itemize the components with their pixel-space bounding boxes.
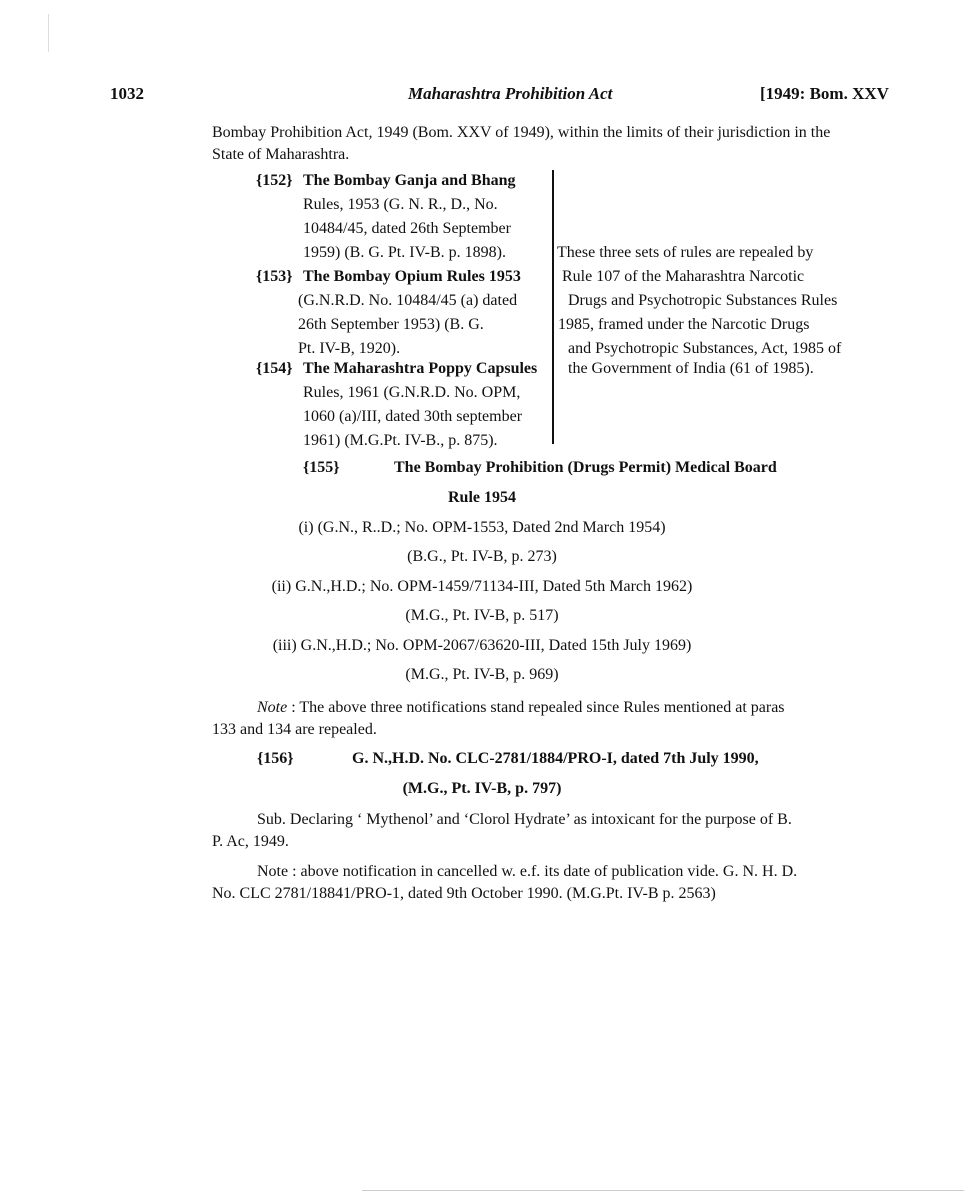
- act-citation: [1949: Bom. XXV: [760, 84, 889, 103]
- entry-155-title: The Bombay Prohibition (Drugs Permit) Medical Board: [394, 459, 777, 476]
- repeal-note-line-1: These three sets of rules are repealed by: [557, 244, 814, 261]
- intro-line-1: Bombay Prohibition Act, 1949 (Bom. XXV of 1949), within the limits of their jurisdiction in the: [212, 124, 831, 141]
- entry-152-line-2: Rules, 1953 (G. N. R., D., No.: [303, 196, 498, 213]
- entry-154-line-4: 1961) (M.G.Pt. IV-B., p. 875).: [303, 432, 498, 449]
- entry-153-line-3: 26th September 1953) (B. G.: [298, 316, 484, 333]
- entry-155-item-1: (i) (G.N., R..D.; No. OPM-1553, Dated 2nd March 1954): [298, 519, 666, 536]
- note-2-line-1: Note : above notification in cancelled w. e.f. its date of publication vide. G. N. H. D.: [257, 863, 798, 880]
- note-1-text: : The above three notifications stand repealed since Rules mentioned at paras: [291, 699, 785, 716]
- scan-artifact: [48, 14, 49, 52]
- entry-153-id: {153}: [256, 268, 293, 285]
- entry-152-line-3: 10484/45, dated 26th September: [303, 220, 511, 237]
- sub-line-2: P. Ac, 1949.: [212, 833, 289, 850]
- entry-153-line-1: The Bombay Opium Rules 1953: [303, 268, 521, 285]
- entry-153-line-4: Pt. IV-B, 1920).: [298, 340, 401, 357]
- entry-152-line-4: 1959) (B. G. Pt. IV-B. p. 1898).: [303, 244, 506, 261]
- entry-155-item-3-ref: (M.G., Pt. IV-B, p. 969): [405, 666, 559, 683]
- entry-154-line-3: 1060 (a)/III, dated 30th september: [303, 408, 523, 425]
- note-1-label: Note: [257, 699, 288, 716]
- repeal-note-line-2: Rule 107 of the Maharashtra Narcotic: [562, 268, 805, 285]
- page-number: 1032: [110, 84, 144, 103]
- scan-edge: [362, 1190, 964, 1191]
- running-title: Maharashtra Prohibition Act: [408, 84, 613, 103]
- entry-154-line-1: The Maharashtra Poppy Capsules: [303, 360, 538, 377]
- sub-line-1: Sub. Declaring ‘ Mythenol’ and ‘Clorol Hydrate’ as intoxicant for the purpose of B.: [257, 811, 792, 828]
- repeal-note-line-3: Drugs and Psychotropic Substances Rules: [568, 292, 838, 309]
- column-divider: [552, 170, 554, 444]
- entry-155-id: {155}: [303, 459, 340, 476]
- entry-152-id: {152}: [256, 172, 293, 189]
- entry-155-item-3: (iii) G.N.,H.D.; No. OPM-2067/63620-III, Dated 15th July 1969): [272, 637, 692, 654]
- entry-156-ref: (M.G., Pt. IV-B, p. 797): [402, 780, 562, 797]
- entry-152-line-1: The Bombay Ganja and Bhang: [303, 172, 516, 189]
- entry-155-item-2: (ii) G.N.,H.D.; No. OPM-1459/71134-III, Dated 5th March 1962): [271, 578, 693, 595]
- entry-154-line-2: Rules, 1961 (G.N.R.D. No. OPM,: [303, 384, 521, 401]
- note-1-line-2: 133 and 134 are repealed.: [212, 721, 377, 738]
- repeal-note-line-5: and Psychotropic Substances, Act, 1985 of: [568, 340, 842, 357]
- intro-line-2: State of Maharashtra.: [212, 146, 350, 163]
- entry-155-subtitle: Rule 1954: [448, 489, 516, 506]
- entry-155-item-2-ref: (M.G., Pt. IV-B, p. 517): [405, 607, 559, 624]
- entry-155-item-1-ref: (B.G., Pt. IV-B, p. 273): [407, 548, 557, 565]
- note-1-line-1: [257, 696, 785, 720]
- entry-153-line-2: (G.N.R.D. No. 10484/45 (a) dated: [298, 292, 518, 309]
- entry-156-id: {156}: [257, 750, 294, 767]
- repeal-note-line-4: 1985, framed under the Narcotic Drugs: [558, 316, 810, 333]
- note-2-line-2: No. CLC 2781/18841/PRO-1, dated 9th October 1990. (M.G.Pt. IV-B p. 2563): [212, 885, 716, 902]
- entry-154-id: {154}: [256, 360, 293, 377]
- repeal-note-line-6: the Government of India (61 of 1985).: [568, 360, 814, 377]
- entry-156-title: G. N.,H.D. No. CLC-2781/1884/PRO-I, dated 7th July 1990,: [352, 750, 759, 767]
